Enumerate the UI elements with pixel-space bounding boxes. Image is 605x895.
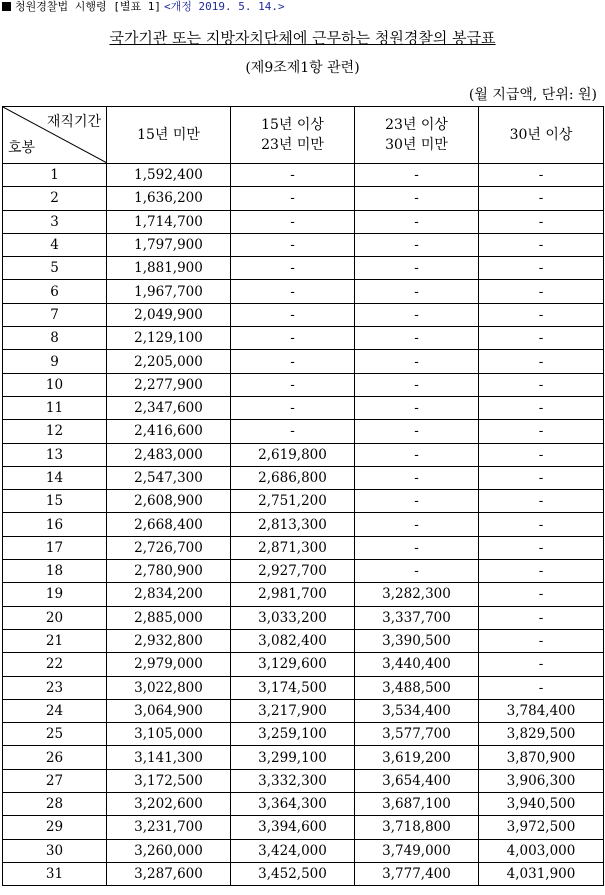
salary-cell: 1,714,700 — [107, 210, 231, 233]
table-row — [3, 699, 604, 722]
salary-cell: - — [231, 280, 355, 303]
salary-cell: - — [231, 303, 355, 326]
column-header-label: 23년 미만 — [261, 137, 324, 153]
salary-cell: 3,390,500 — [355, 629, 479, 652]
table-row — [3, 862, 604, 885]
grade-cell: 31 — [3, 862, 107, 885]
salary-cell: 3,259,100 — [231, 723, 355, 746]
salary-cell: - — [355, 560, 479, 583]
grade-cell: 13 — [3, 443, 107, 466]
salary-cell: 3,033,200 — [231, 606, 355, 629]
page-title — [0, 29, 605, 47]
salary-cell: 3,577,700 — [355, 723, 479, 746]
salary-cell: 2,885,000 — [107, 606, 231, 629]
salary-cell: 3,424,000 — [231, 839, 355, 862]
unit-note: (월 지급액, 단위: 원) — [468, 87, 597, 103]
grade-cell: 1 — [3, 164, 107, 187]
salary-cell: 3,129,600 — [231, 653, 355, 676]
table-row — [3, 513, 604, 536]
salary-cell: 3,718,800 — [355, 816, 479, 839]
salary-cell: 3,394,600 — [231, 816, 355, 839]
salary-cell: 2,205,000 — [107, 350, 231, 373]
column-header-label: 30년 이상 — [509, 127, 573, 143]
grade-cell: 5 — [3, 257, 107, 280]
table-row — [3, 723, 604, 746]
salary-cell: - — [355, 420, 479, 443]
salary-cell: 2,129,100 — [107, 327, 231, 350]
salary-cell: 3,282,300 — [355, 583, 479, 606]
salary-cell: 3,337,700 — [355, 606, 479, 629]
grade-cell: 3 — [3, 210, 107, 233]
salary-cell: 2,547,300 — [107, 466, 231, 489]
grade-cell: 15 — [3, 490, 107, 513]
table-row — [3, 396, 604, 419]
salary-cell: 4,031,900 — [479, 862, 604, 885]
salary-cell: 1,797,900 — [107, 233, 231, 256]
salary-cell: - — [479, 606, 604, 629]
grade-cell: 19 — [3, 583, 107, 606]
table-row — [3, 816, 604, 839]
column-header — [231, 107, 355, 164]
grade-cell: 16 — [3, 513, 107, 536]
salary-cell: - — [479, 164, 604, 187]
salary-cell: - — [355, 373, 479, 396]
page-title-text: 국가기관 또는 지방자치단체에 근무하는 청원경찰의 봉급표 — [109, 29, 496, 47]
table-row — [3, 839, 604, 862]
table-row — [3, 187, 604, 210]
document-header — [2, 0, 285, 14]
salary-cell: - — [479, 327, 604, 350]
salary-cell: - — [231, 396, 355, 419]
salary-cell: 3,488,500 — [355, 676, 479, 699]
table-row — [3, 560, 604, 583]
grade-cell: 2 — [3, 187, 107, 210]
salary-cell: - — [355, 303, 479, 326]
salary-cell: 3,534,400 — [355, 699, 479, 722]
column-header — [479, 107, 604, 164]
salary-cell: - — [479, 420, 604, 443]
column-header-label: 30년 미만 — [385, 137, 448, 153]
salary-cell: 2,751,200 — [231, 490, 355, 513]
column-header-label: 15년 미만 — [137, 127, 200, 143]
salary-cell: 3,082,400 — [231, 629, 355, 652]
salary-cell: - — [231, 327, 355, 350]
revision-note: <개정 2019. 5. 14.> — [164, 0, 285, 13]
salary-cell: - — [479, 187, 604, 210]
salary-cell: - — [479, 629, 604, 652]
salary-cell: 2,981,700 — [231, 583, 355, 606]
salary-cell: 3,654,400 — [355, 769, 479, 792]
salary-cell: - — [355, 280, 479, 303]
table-row — [3, 350, 604, 373]
grade-cell: 27 — [3, 769, 107, 792]
salary-cell: - — [231, 233, 355, 256]
salary-cell: - — [355, 210, 479, 233]
salary-cell: - — [479, 257, 604, 280]
salary-cell: 4,003,000 — [479, 839, 604, 862]
table-row — [3, 303, 604, 326]
salary-cell: 3,022,800 — [107, 676, 231, 699]
table-row — [3, 536, 604, 559]
grade-cell: 25 — [3, 723, 107, 746]
salary-cell: 3,972,500 — [479, 816, 604, 839]
grade-cell: 10 — [3, 373, 107, 396]
grade-cell: 14 — [3, 466, 107, 489]
table-row — [3, 210, 604, 233]
column-header — [107, 107, 231, 164]
salary-cell: 2,834,200 — [107, 583, 231, 606]
table-row — [3, 653, 604, 676]
salary-cell: 2,416,600 — [107, 420, 231, 443]
salary-cell: - — [479, 373, 604, 396]
table-row — [3, 233, 604, 256]
column-header-label: 15년 이상 — [261, 117, 324, 133]
table-row — [3, 793, 604, 816]
salary-cell: 2,049,900 — [107, 303, 231, 326]
salary-cell: 2,871,300 — [231, 536, 355, 559]
salary-cell: 3,231,700 — [107, 816, 231, 839]
salary-cell: 3,829,500 — [479, 723, 604, 746]
table-row — [3, 327, 604, 350]
salary-cell: - — [479, 653, 604, 676]
table-row — [3, 606, 604, 629]
salary-cell: 1,636,200 — [107, 187, 231, 210]
salary-cell: - — [355, 350, 479, 373]
salary-cell: - — [355, 513, 479, 536]
salary-cell: - — [231, 210, 355, 233]
salary-cell: - — [479, 466, 604, 489]
salary-cell: 3,064,900 — [107, 699, 231, 722]
salary-cell: - — [231, 187, 355, 210]
salary-cell: 3,870,900 — [479, 746, 604, 769]
salary-cell: 3,452,500 — [231, 862, 355, 885]
salary-cell: - — [479, 303, 604, 326]
salary-cell: 3,141,300 — [107, 746, 231, 769]
salary-cell: 3,217,900 — [231, 699, 355, 722]
salary-cell: - — [231, 420, 355, 443]
salary-cell: 2,347,600 — [107, 396, 231, 419]
grade-cell: 17 — [3, 536, 107, 559]
salary-cell: - — [479, 676, 604, 699]
grade-cell: 6 — [3, 280, 107, 303]
salary-cell: 3,619,200 — [355, 746, 479, 769]
grade-cell: 12 — [3, 420, 107, 443]
grade-cell: 9 — [3, 350, 107, 373]
grade-cell: 28 — [3, 793, 107, 816]
salary-cell: 1,592,400 — [107, 164, 231, 187]
salary-cell: - — [479, 280, 604, 303]
salary-cell: 3,332,300 — [231, 769, 355, 792]
salary-cell: - — [355, 327, 479, 350]
table-row — [3, 629, 604, 652]
salary-cell: 2,780,900 — [107, 560, 231, 583]
salary-cell: 2,686,800 — [231, 466, 355, 489]
table-row — [3, 373, 604, 396]
table-row — [3, 769, 604, 792]
salary-cell: 3,202,600 — [107, 793, 231, 816]
table-row — [3, 490, 604, 513]
salary-cell: 3,364,300 — [231, 793, 355, 816]
grade-cell: 23 — [3, 676, 107, 699]
table-row — [3, 443, 604, 466]
salary-cell: 2,813,300 — [231, 513, 355, 536]
salary-cell: 2,927,700 — [231, 560, 355, 583]
salary-cell: - — [479, 490, 604, 513]
salary-cell: - — [479, 513, 604, 536]
salary-cell: 3,174,500 — [231, 676, 355, 699]
salary-cell: - — [231, 350, 355, 373]
salary-cell: - — [479, 443, 604, 466]
table-row — [3, 164, 604, 187]
grade-cell: 30 — [3, 839, 107, 862]
law-reference: 청원경찰법 시행령 [별표 1] — [15, 0, 161, 13]
salary-cell: 2,483,000 — [107, 443, 231, 466]
grade-cell: 26 — [3, 746, 107, 769]
salary-cell: - — [355, 187, 479, 210]
salary-cell: 2,608,900 — [107, 490, 231, 513]
salary-cell: - — [355, 257, 479, 280]
salary-cell: 1,881,900 — [107, 257, 231, 280]
salary-cell: - — [355, 164, 479, 187]
grade-cell: 11 — [3, 396, 107, 419]
column-header-label: 23년 이상 — [385, 117, 448, 133]
table-row — [3, 676, 604, 699]
grade-cell: 7 — [3, 303, 107, 326]
salary-cell: - — [355, 443, 479, 466]
grade-cell: 29 — [3, 816, 107, 839]
salary-cell: 3,777,400 — [355, 862, 479, 885]
salary-cell: - — [479, 583, 604, 606]
salary-cell: - — [355, 466, 479, 489]
salary-cell: - — [231, 164, 355, 187]
salary-cell: - — [231, 373, 355, 396]
salary-cell: 3,299,100 — [231, 746, 355, 769]
salary-cell: 3,906,300 — [479, 769, 604, 792]
salary-cell: - — [231, 257, 355, 280]
table-row — [3, 257, 604, 280]
salary-cell: 2,619,800 — [231, 443, 355, 466]
salary-cell: - — [479, 350, 604, 373]
corner-label-period: 재직기간 — [46, 114, 101, 130]
salary-cell: - — [479, 210, 604, 233]
grade-cell: 22 — [3, 653, 107, 676]
grade-cell: 4 — [3, 233, 107, 256]
salary-cell: 3,287,600 — [107, 862, 231, 885]
grade-cell: 8 — [3, 327, 107, 350]
salary-cell: 3,172,500 — [107, 769, 231, 792]
corner-header-cell — [3, 107, 107, 164]
table-row — [3, 746, 604, 769]
salary-cell: 3,784,400 — [479, 699, 604, 722]
salary-table — [2, 106, 604, 886]
salary-cell: 2,668,400 — [107, 513, 231, 536]
salary-cell: 3,687,100 — [355, 793, 479, 816]
grade-cell: 18 — [3, 560, 107, 583]
salary-cell: - — [355, 536, 479, 559]
table-row — [3, 420, 604, 443]
black-square-icon — [2, 2, 11, 11]
column-header — [355, 107, 479, 164]
salary-cell: 2,932,800 — [107, 629, 231, 652]
salary-cell: 3,940,500 — [479, 793, 604, 816]
salary-cell: - — [479, 396, 604, 419]
page-subtitle: (제9조제1항 관련) — [245, 60, 360, 76]
grade-cell: 21 — [3, 629, 107, 652]
table-row — [3, 280, 604, 303]
salary-cell: 1,967,700 — [107, 280, 231, 303]
table-header-row — [3, 107, 604, 164]
table-row — [3, 466, 604, 489]
salary-cell: 2,277,900 — [107, 373, 231, 396]
salary-cell: 2,979,000 — [107, 653, 231, 676]
grade-cell: 24 — [3, 699, 107, 722]
table-row — [3, 583, 604, 606]
salary-cell: - — [479, 560, 604, 583]
corner-label-grade: 호봉 — [8, 140, 36, 156]
salary-cell: - — [355, 396, 479, 419]
salary-cell: - — [355, 233, 479, 256]
salary-cell: 2,726,700 — [107, 536, 231, 559]
salary-cell: 3,440,400 — [355, 653, 479, 676]
salary-cell: - — [479, 536, 604, 559]
grade-cell: 20 — [3, 606, 107, 629]
salary-cell: - — [355, 490, 479, 513]
salary-cell: 3,260,000 — [107, 839, 231, 862]
salary-cell: 3,105,000 — [107, 723, 231, 746]
salary-cell: - — [479, 233, 604, 256]
table-body — [3, 164, 604, 886]
salary-cell: 3,749,000 — [355, 839, 479, 862]
